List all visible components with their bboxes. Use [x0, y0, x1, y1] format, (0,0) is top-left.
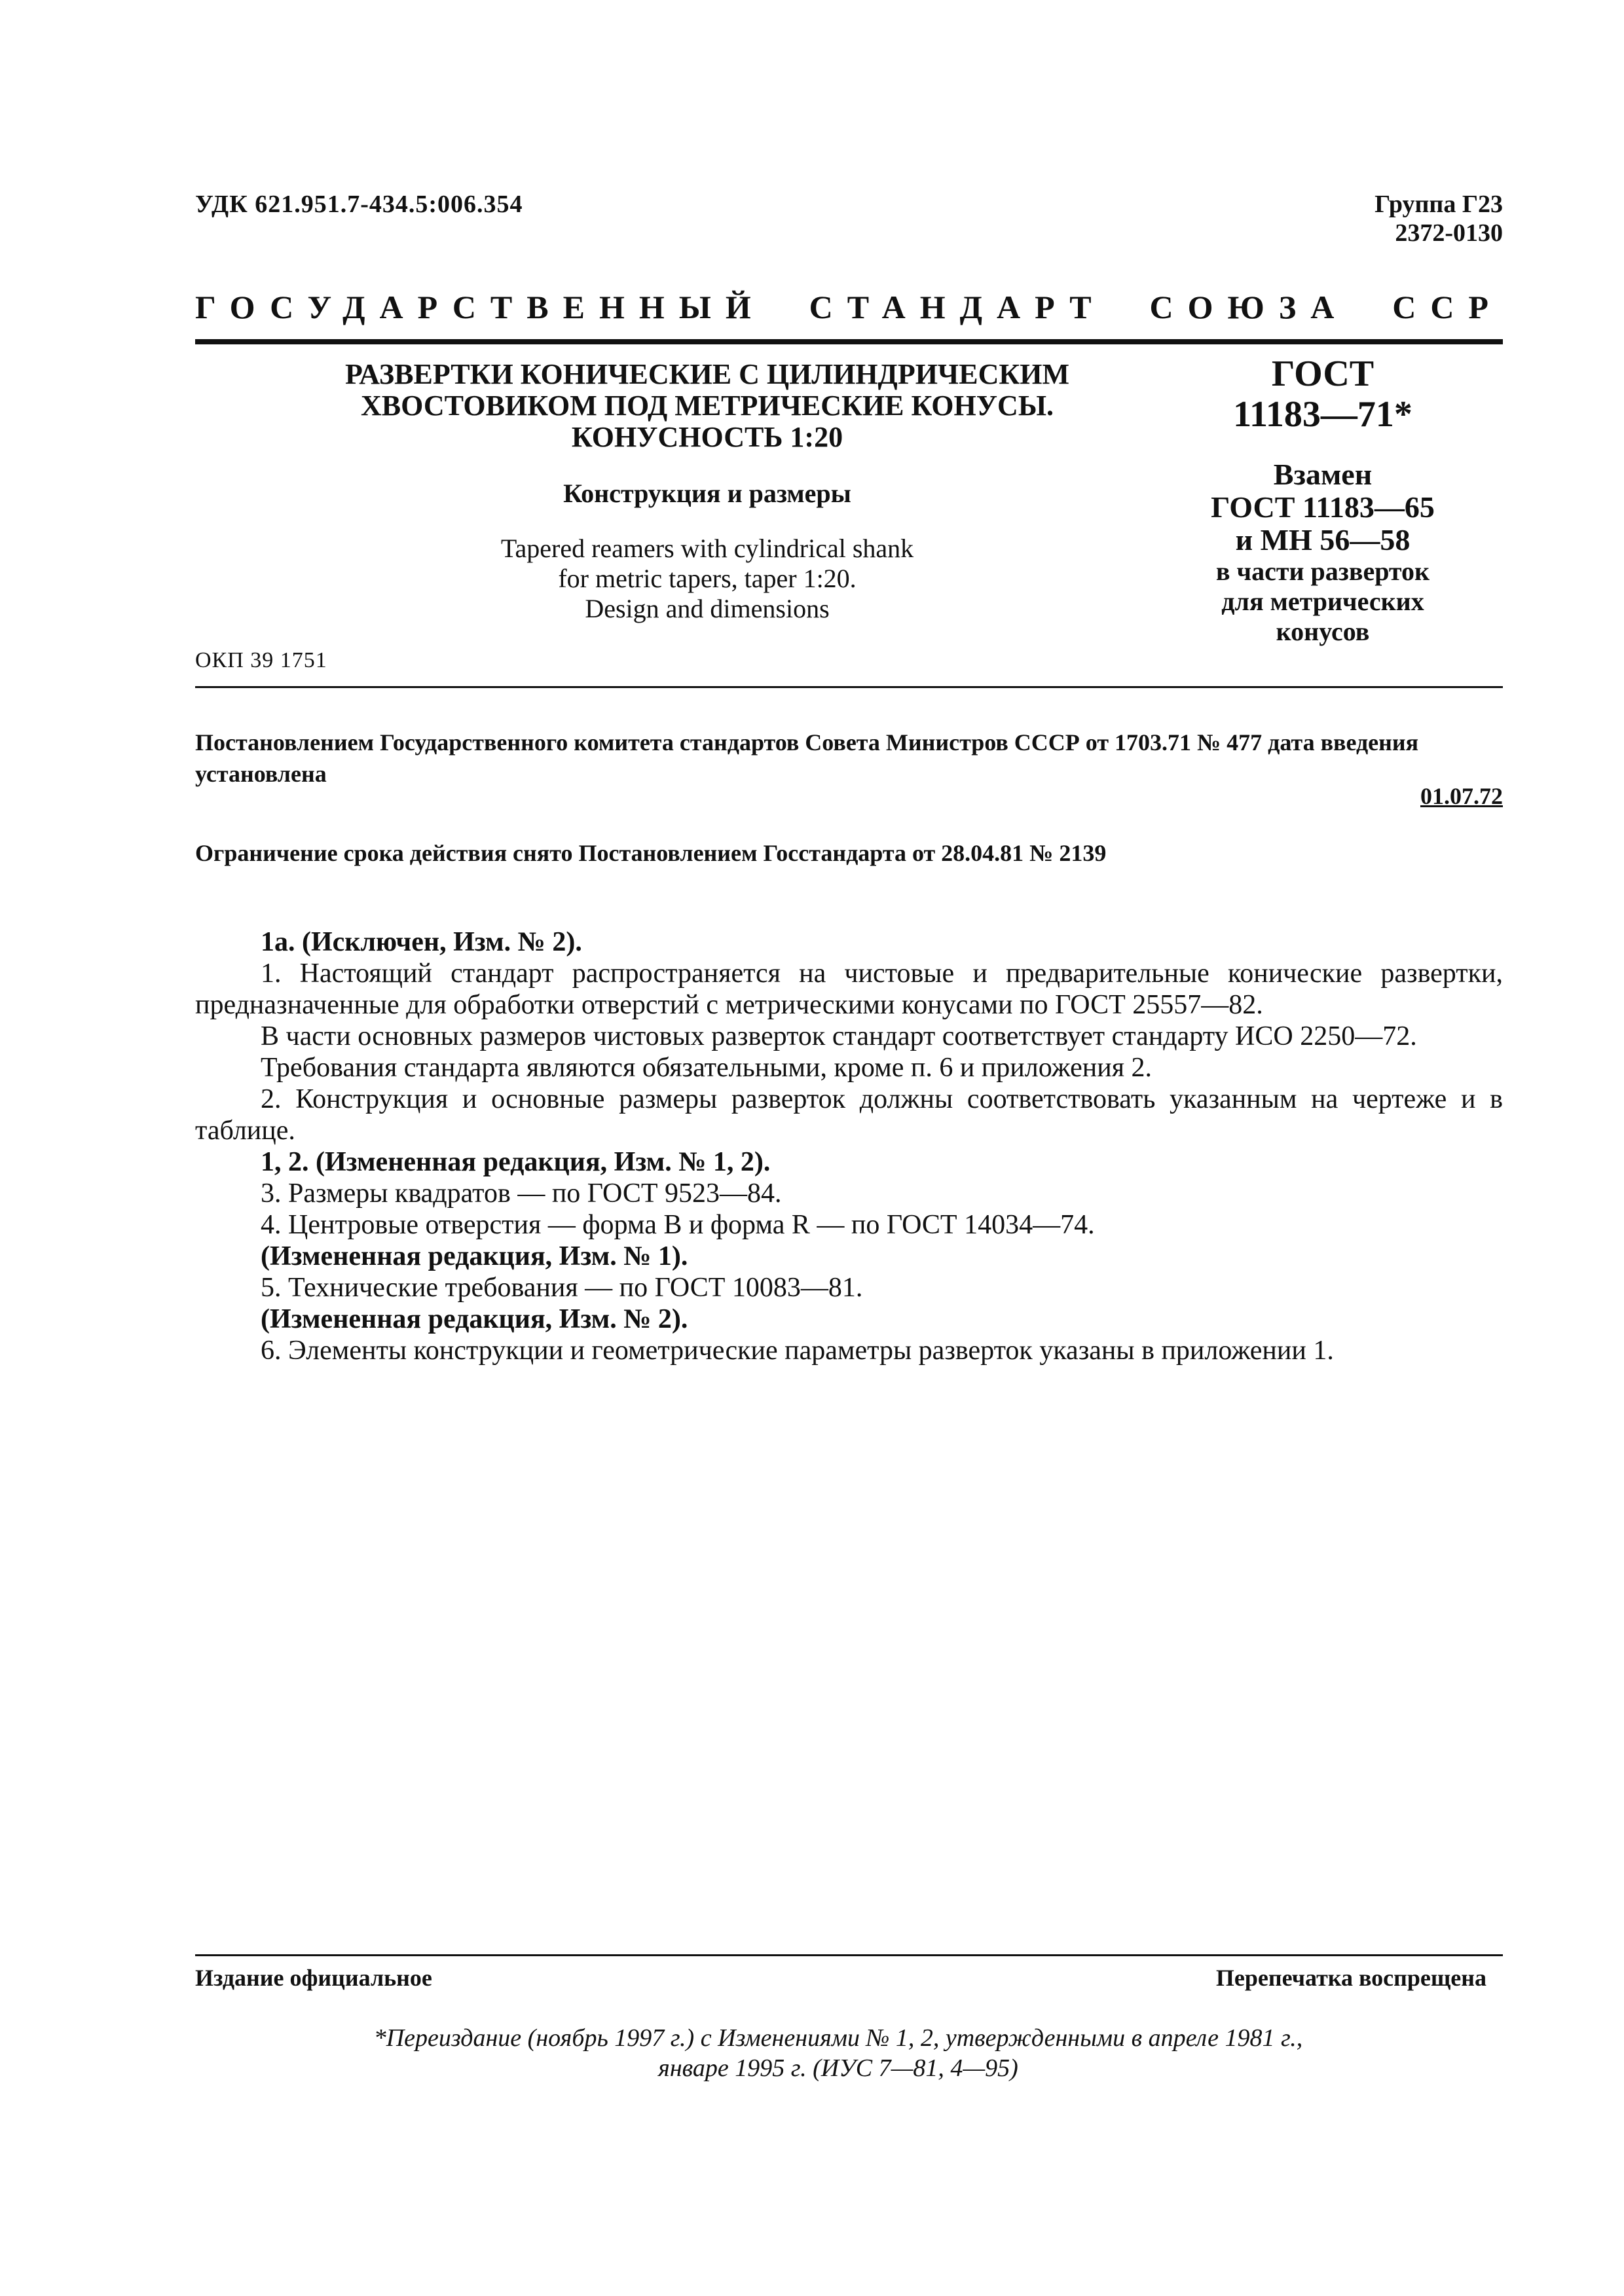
standard-banner [195, 288, 1503, 326]
reprint-prohibited-label: Перепечатка воспрещена [1215, 1965, 1486, 1991]
english-line-1: Tapered reamers with cylindrical shank [500, 534, 914, 563]
validity-limit-note: Ограничение срока действия снято Постановлением Госстандарта от 28.04.81 № 2139 [195, 840, 1107, 866]
clause-3: 3. Размеры квадратов — по ГОСТ 9523—84. [261, 1178, 782, 1209]
reissue-note [275, 2023, 1401, 2083]
banner-rule [195, 339, 1503, 344]
clause-1-2-note: 1, 2. (Измененная редакция, Изм. № 1, 2). [261, 1147, 771, 1177]
replaces-item-5: конусов [1276, 617, 1370, 646]
group-line-1: Группа Г23 [1375, 191, 1503, 218]
header-rule [195, 686, 1503, 688]
clause-5: 5. Технические требования — по ГОСТ 10083—81. [261, 1273, 863, 1303]
gost-number-block [1153, 354, 1493, 435]
banner-word: СТАНДАРТ [809, 289, 1106, 325]
group-line-2: 2372-0130 [1395, 219, 1503, 247]
clause-6: 6. Элементы конструкции и геометрические параметры разверток указаны в приложении 1. [261, 1336, 1334, 1366]
clause-1a [195, 926, 1503, 958]
udk-code: УДК 621.951.7-434.5:006.354 [195, 191, 523, 218]
clause-1a-text: 1а. (Исключен, Изм. № 2). [261, 927, 582, 957]
gost-number: 11183—71* [1233, 394, 1412, 435]
banner-word: ГОСУДАРСТВЕННЫЙ [195, 289, 766, 325]
okp-code: ОКП 39 1751 [195, 648, 327, 672]
replaces-item-1: ГОСТ 11183—65 [1211, 490, 1435, 524]
clause-4: 4. Центровые отверстия — форма В и форма R — по ГОСТ 14034—74. [261, 1210, 1095, 1240]
title-line-2: ХВОСТОВИКОМ ПОД МЕТРИЧЕСКИЕ КОНУСЫ. [360, 390, 1054, 422]
footer-rule [195, 1954, 1503, 1956]
standard-body [195, 926, 1503, 1366]
gost-label: ГОСТ [1271, 354, 1375, 394]
english-line-2: for metric tapers, taper 1:20. [558, 564, 857, 593]
clause-4-note: (Измененная редакция, Изм. № 1). [261, 1241, 688, 1271]
replaces-block [1153, 458, 1493, 647]
reissue-line-1: *Переиздание (ноябрь 1997 г.) с Изменениями № 1, 2, утвержденными в апреле 1981 г., [373, 2024, 1303, 2052]
reissue-line-2: январе 1995 г. (ИУС 7—81, 4—95) [658, 2054, 1018, 2082]
document-title [275, 359, 1139, 453]
title-line-3: КОНУСНОСТЬ 1:20 [571, 421, 843, 453]
official-edition-label: Издание официальное [195, 1965, 432, 1991]
title-line-1: РАЗВЕРТКИ КОНИЧЕСКИЕ С ЦИЛИНДРИЧЕСКИМ [344, 358, 1069, 390]
replaces-item-3: в части разверток [1215, 556, 1430, 586]
clause-1-mandatory: Требования стандарта являются обязательными, кроме п. 6 и приложения 2. [261, 1053, 1153, 1083]
banner-word: ССР [1392, 289, 1503, 325]
replaces-label: Взамен [1273, 458, 1373, 491]
introduction-date: 01.07.72 [1420, 783, 1503, 809]
banner-word: СОЮЗА [1149, 289, 1349, 325]
clause-2: 2. Конструкция и основные размеры разверток должны соответствовать указанным на чертеже и в таблице. [195, 1084, 1503, 1146]
english-line-3: Design and dimensions [585, 594, 830, 623]
clause-1-iso: В части основных размеров чистовых разверток стандарт соответствует стандарту ИСО 2250—72. [261, 1021, 1417, 1051]
group-code [1375, 190, 1503, 247]
document-subtitle: Конструкция и размеры [563, 479, 851, 508]
english-title [275, 534, 1139, 624]
clause-5-note: (Измененная редакция, Изм. № 2). [261, 1304, 688, 1334]
replaces-item-2: и МН 56—58 [1235, 523, 1411, 556]
clause-1: 1. Настоящий стандарт распространяется на чистовые и предварительные конические развертки, предназначенные для обработки отверстий с метрическими конусами по ГОСТ 25557—82. [195, 958, 1503, 1020]
replaces-item-4: для метрических [1221, 587, 1424, 616]
decree-text: Постановлением Государственного комитета стандартов Совета Министров СССР от 1703.71 № 477 дата введения установлена [195, 729, 1419, 787]
